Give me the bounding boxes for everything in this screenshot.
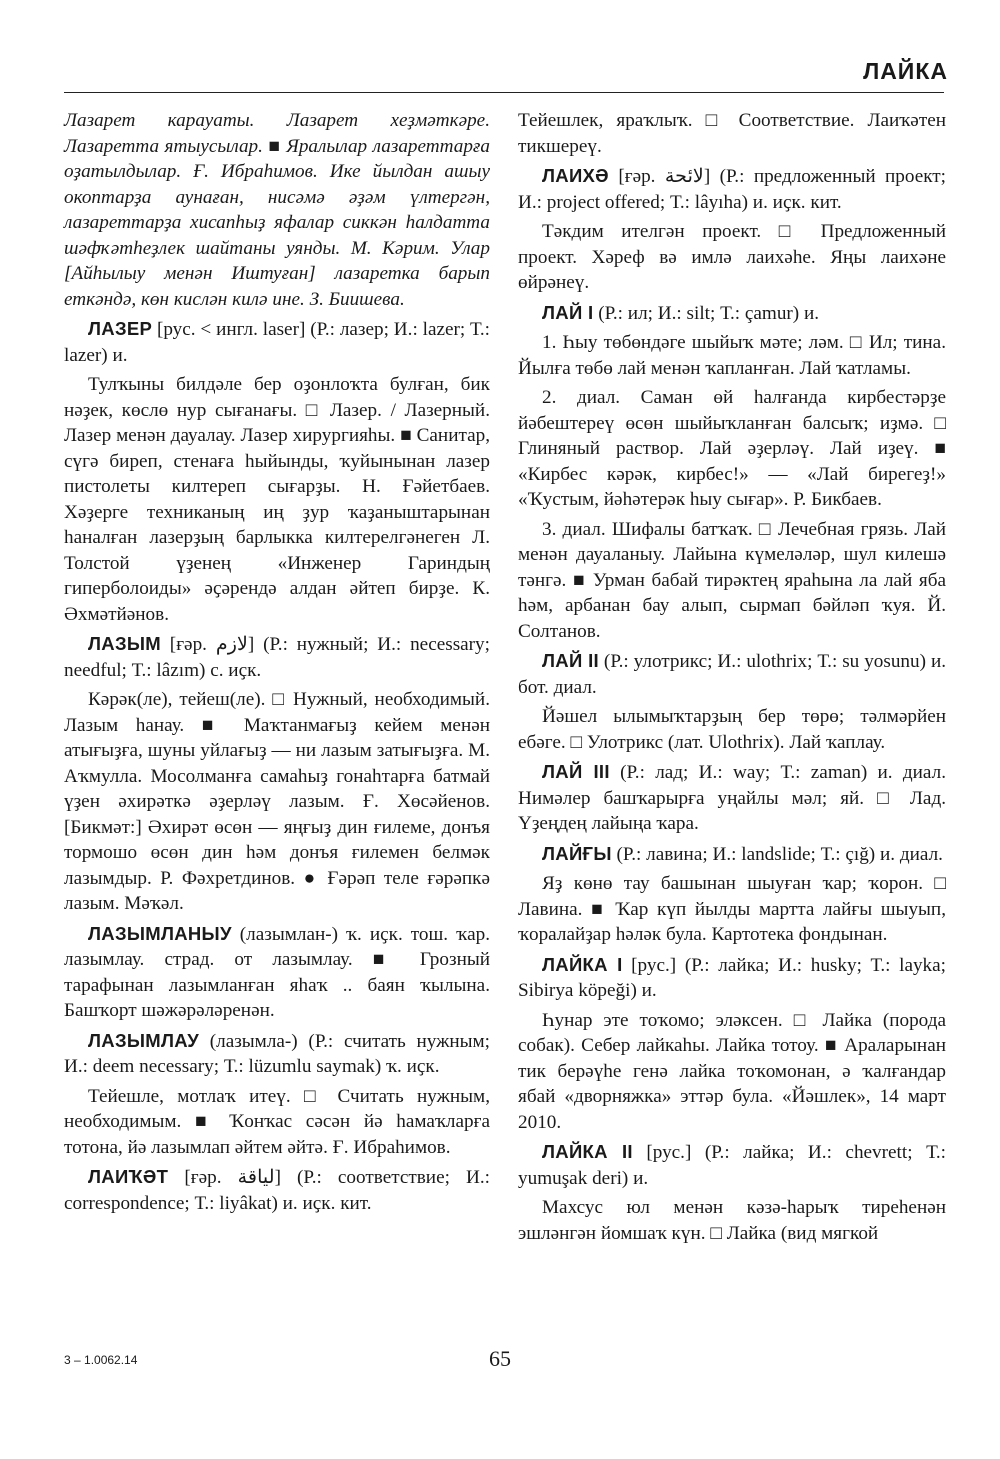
header-rule [64, 92, 944, 93]
etymology: (Р.: улотрикс; И.: ulothrix; Т.: su yosunu) и. бот. диал. [518, 651, 947, 698]
definition: Тәкдим ителгән проект. □ Предложенный проект. Хәреф вә имлә лаихәһе. Яңы лаихәне өйрәнеү. [518, 221, 946, 293]
entry-body: (лазымлан-) ҡ. иҫк. тош. ҡар. лазымлау. страд. от лазымлау. ■ Грозный тарафынан лазымланған яһаҡ .. баян ҡылына. Башҡорт шәжәрәләренән. [64, 923, 490, 1021]
entry-laigy [518, 841, 946, 868]
definition: Һунар эте тоҡомо; эләксен. □ Лайка (порода собак). Себер лайкаһы. Лайка тотоу. ■ Араларынан тик берәүһе генә лайка тоҡомонан, ә ҡалғандар ябай «дворняжка» эттәр була. «Йәшлек», 14 март 2010. [518, 1009, 946, 1133]
headword: ЛАЙКА I [542, 953, 623, 975]
definition: Тулҡыны билдәле бер оҙонлоҡта булған, бик нәҙек, көслө нур сығанағы. □ Лазер. / Лазерный. Лазер менән дауалау. Лазер хирургияһы. ■ Санитар, сүгә биреп, стенаға һыйынды, ҡуйынынан лазер пистолеты килтереп сығарҙы. Н. Ғәйетбаев. Хәҙерге техниканың иң ҙур ҡаҙаныштарынан һаналған лазерҙың барлыкка килтерелгәнеген Л. Толстой үҙенең «Инженер Гариндың гиперболоиды» әҫәрендә алдан әйтеп бирҙе. К. Әхмәтйәнов. [64, 374, 490, 625]
sense-1: 1. Һыу төбөндәге шыйыҡ мәте; ләм. □ Ил; тина. Йылға төбө лай менән ҡапланған. Лай ҡатламы. [518, 332, 946, 379]
etymology: [рус.] (Р.: лайка; И.: chevrett; Т.: yumuşak deri) и. [518, 1142, 946, 1189]
headword: ЛАЙКА II [542, 1141, 633, 1162]
etymology: [рус.] (Р.: лайка; И.: husky; Т.: layka; Sibirya köpeği) и. [518, 954, 946, 1001]
definition: Йәшел ылымыҡтарҙың бер төрө; тәлмәрйен ебәге. □ Улотрикс (лат. Ulothrix). Лай ҡаплау. [518, 706, 946, 753]
etymology: (лазымла-) (Р.: считать нужным; И.: deem necessary; Т.: lüzumlu saymak) ҡ. иҫк. [64, 1030, 490, 1077]
entry-body: (Р.: лад; И.: way; Т.: zaman) и. диал. Нимәлер башҡарырға уңайлы мәл; яй. □ Лад. Үҙеңдең лайыңа ҡара. [518, 762, 946, 834]
definition: Махсус юл менән кәзә-һарыҡ тиреһенән эшләнгән йомшаҡ күн. □ Лайка (вид мягкой [518, 1197, 946, 1244]
headword: ЛАЗЕР [88, 318, 153, 339]
entry-lai-3 [518, 759, 946, 837]
page-number: 65 [489, 1346, 511, 1371]
etymology: (Р.: ил; И.: silt; Т.: çamur) и. [593, 302, 820, 324]
sense-2: 2. диал. Саман өй һалғанда кирбестәрҙе йәбештереү өсөн шыйыҡланған балсыҡ; иҙмә. □ Глиняный раствор. Лай әҙерләү. Лай иҙеү. ■ «Кирбес кәрәк, кирбес!» — «Лай бирегеҙ!» «Ҡустым, йәһәтерәк һыу сығар». Р. Бикбаев. [518, 387, 946, 510]
headword: ЛАЙ II [542, 650, 599, 671]
entry-lai-2 [518, 648, 946, 700]
headword: ЛАЙ III [542, 761, 610, 782]
entry-lazer [64, 316, 490, 368]
etymology: [рус. < ингл. laser] (Р.: лазер; И.: lazer; Т.: lazer) и. [64, 319, 490, 366]
entry-laihe [518, 163, 946, 215]
headword: ЛАЗЫМ [88, 633, 161, 654]
headword: ЛАЙҒЫ [542, 842, 612, 864]
sense-3: 3. диал. Шифалы батҡаҡ. □ Лечебная грязь. Лай менән дауаланыу. Лайына күмеләләр, шул килешә тәнгә. ■ Урман бабай тирәктең яраһына ла лай яба һәм, арбанан бау алып, сырмап бәйләп ҡуя. Й. Солтанов. [518, 518, 946, 642]
entry-lazymlanyu [64, 921, 490, 1024]
entry-continuation: Лазарет карауаты. Лазарет хеҙмәткәре. Лазаретта ятыусылар. ■ Яралылар лазареттарға оҙатылдылар. Ғ. Ибраһимов. Ике йылдан ашыу окоптарҙа аунаған, нисәмә әҙәм үлтергән, лазареттарҙа хисапһыҙ яфалар сиккән һалдатта шәфҡәтһеҙлек шайтаны уянды. М. Кәрим. Улар [Айһылыу менән Иштуған] лазаретка барып еткәндә, көн кислән килә ине. З. Биишева. [64, 110, 490, 310]
entry-lazymlau [64, 1028, 490, 1080]
etymology: [ғәр. لائحة] (Р.: предложенный проект; И.: project offered; Т.: lâyıha) и. иҫк. кит. [518, 166, 947, 213]
definition: Тейешле, мотлаҡ итеү. □ Считать нужным, необходимым. ■ Ҡонҡас сәсән йә һамаҡларға тотона, йә лазымлап әйтем әйтә. Ғ. Ибраһимов. [64, 1085, 490, 1158]
headword: ЛАЙ I [542, 301, 594, 323]
entry-laikat [64, 1164, 490, 1216]
definition: Яҙ көнө тау башынан шыуған ҡар; ҡорон. □ Лавина. ■ Ҡар күп йылды мартта лайғы шыуып, ҡоралайҙар һәләк була. Картотека фондынан. [518, 873, 946, 945]
entry-laika-2 [518, 1139, 946, 1191]
entry-laika-1 [518, 952, 946, 1004]
headword: ЛАЗЫМЛАУ [88, 1029, 199, 1051]
right-column [518, 108, 946, 1250]
etymology: [ғәр. لياقة] (Р.: соответствие; И.: correspondence; Т.: liyâkat) и. иҫк. кит. [64, 1167, 490, 1214]
entry-lazym [64, 631, 490, 683]
headword: ЛАИҠӘТ [88, 1166, 169, 1187]
etymology: [ғәр. لازم] (Р.: нужный; И.: necessary; needful; Т.: lâzım) с. иҫк. [64, 634, 490, 681]
definition: Кәрәк(ле), тейеш(ле). □ Нужный, необходимый. Лазым һанау. ■ Маҡтанмағыҙ кейем менән атығыҙға, шуны уйлағыҙ — ни лазым затығыҙға. М. Аҡмулла. Мосолманға самаһыҙ гонаһтарға батмай үҙен әхирәткә әҙерләү лазым. Ғ. Хөсәйенов. [Бикмәт:] Әхирәт өсөн — яңғыҙ дин ғилеме, донъя тормошо өсөн дин һәм донъя ғилемен белмәк лазымдыр. Р. Фәхретдинов. ● Ғәрәп теле ғәрәпкә лазым. Мәҡәл. [64, 689, 490, 914]
running-header-title: ЛАЙКА [863, 58, 948, 84]
headword: ЛАЗЫМЛАНЫУ [88, 922, 232, 944]
entry-lai-1 [518, 300, 946, 327]
left-column [64, 108, 490, 1220]
footer-code: 3 – 1.0062.14 [64, 1353, 138, 1367]
definition: Тейешлек, яраҡлыҡ. □ Соответствие. Лаиҡәтен тикшереү. [518, 110, 946, 157]
etymology: (Р.: лавина; И.: landslide; Т.: çığ) и. диал. [611, 843, 943, 865]
headword: ЛАИХӘ [542, 165, 609, 186]
